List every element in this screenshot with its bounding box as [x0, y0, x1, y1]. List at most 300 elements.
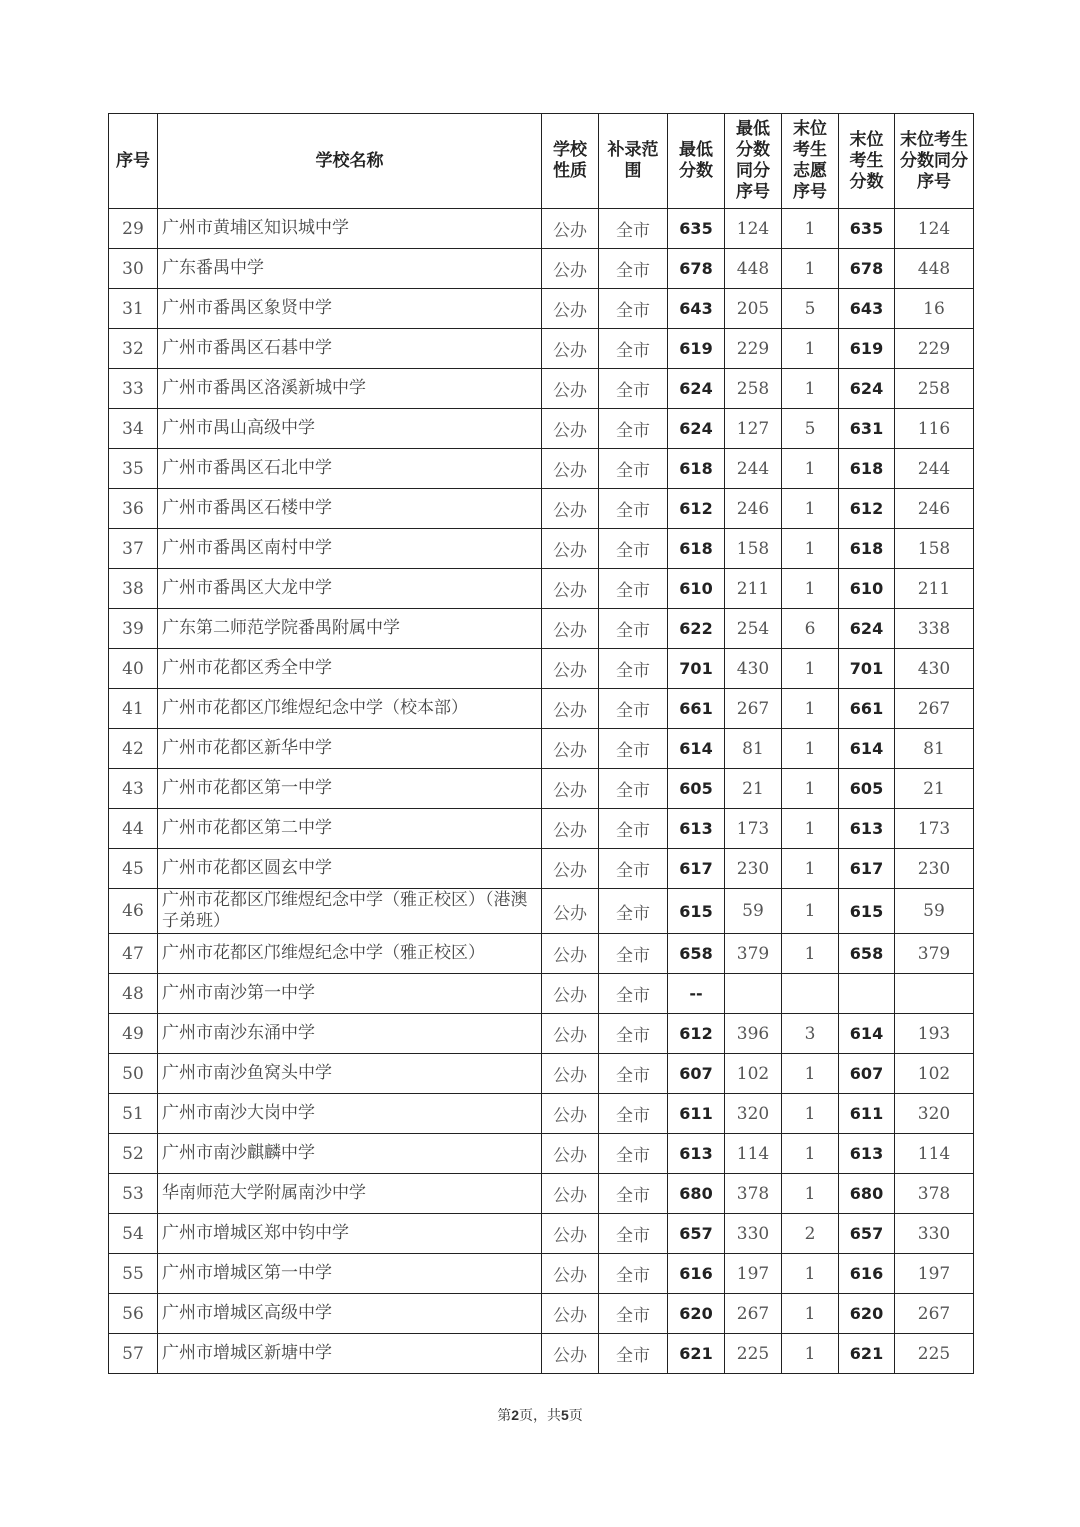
cell-school-name: 广州市南沙大岗中学 — [158, 1094, 542, 1134]
cell-last-score-rank: 379 — [895, 934, 974, 974]
cell-last-choice-no: 1 — [782, 849, 839, 889]
cell-scope: 全市 — [599, 1294, 668, 1334]
cell-school-name: 广州市南沙东涌中学 — [158, 1014, 542, 1054]
cell-last-score: 616 — [839, 1254, 895, 1294]
cell-school-name: 广州市增城区高级中学 — [158, 1294, 542, 1334]
cell-index: 34 — [109, 409, 158, 449]
header-min-score-rank: 最低分数同分序号 — [725, 114, 782, 209]
cell-last-choice-no: 2 — [782, 1214, 839, 1254]
cell-min-score-rank: 230 — [725, 849, 782, 889]
cell-last-score: 619 — [839, 329, 895, 369]
cell-school-name: 广州市增城区郑中钧中学 — [158, 1214, 542, 1254]
cell-school-name: 广州市黄埔区知识城中学 — [158, 209, 542, 249]
cell-school-type: 公办 — [542, 1134, 599, 1174]
cell-school-type: 公办 — [542, 1214, 599, 1254]
header-last-score: 末位考生分数 — [839, 114, 895, 209]
cell-last-choice-no: 1 — [782, 1054, 839, 1094]
table-row — [109, 974, 974, 1014]
cell-last-choice-no: 6 — [782, 609, 839, 649]
cell-scope: 全市 — [599, 329, 668, 369]
cell-min-score: 657 — [668, 1214, 725, 1254]
cell-scope: 全市 — [599, 1134, 668, 1174]
cell-last-score-rank: 320 — [895, 1094, 974, 1134]
cell-school-name: 广州市增城区新塘中学 — [158, 1334, 542, 1374]
cell-scope: 全市 — [599, 1174, 668, 1214]
cell-last-score: 680 — [839, 1174, 895, 1214]
cell-min-score: 611 — [668, 1094, 725, 1134]
cell-scope: 全市 — [599, 609, 668, 649]
cell-index: 43 — [109, 769, 158, 809]
cell-min-score: 617 — [668, 849, 725, 889]
table-row — [109, 409, 974, 449]
cell-min-score: 610 — [668, 569, 725, 609]
cell-school-type: 公办 — [542, 209, 599, 249]
cell-last-choice-no: 1 — [782, 769, 839, 809]
footer-mid: 页，共 — [519, 1408, 561, 1424]
cell-school-type: 公办 — [542, 1094, 599, 1134]
table-row — [109, 249, 974, 289]
cell-min-score-rank: 59 — [725, 889, 782, 934]
cell-last-choice-no: 5 — [782, 289, 839, 329]
cell-index: 37 — [109, 529, 158, 569]
cell-last-choice-no — [782, 974, 839, 1014]
header-last-score-rank: 末位考生分数同分序号 — [895, 114, 974, 209]
header-row — [109, 114, 974, 209]
cell-last-score — [839, 974, 895, 1014]
cell-school-name: 广州市花都区邝维煜纪念中学（雅正校区）（港澳子弟班） — [158, 889, 542, 934]
cell-last-score: 657 — [839, 1214, 895, 1254]
page-number: 2 — [511, 1407, 519, 1423]
table-row — [109, 489, 974, 529]
cell-min-score-rank: 197 — [725, 1254, 782, 1294]
table-row — [109, 1254, 974, 1294]
cell-min-score: -- — [668, 974, 725, 1014]
cell-school-name: 广州市番禺区大龙中学 — [158, 569, 542, 609]
table-row — [109, 1134, 974, 1174]
cell-min-score-rank: 246 — [725, 489, 782, 529]
cell-min-score: 619 — [668, 329, 725, 369]
cell-last-score-rank — [895, 974, 974, 1014]
cell-last-score-rank: 81 — [895, 729, 974, 769]
cell-last-choice-no: 1 — [782, 809, 839, 849]
cell-index: 45 — [109, 849, 158, 889]
cell-scope: 全市 — [599, 449, 668, 489]
cell-school-type: 公办 — [542, 889, 599, 934]
cell-index: 52 — [109, 1134, 158, 1174]
cell-min-score-rank: 258 — [725, 369, 782, 409]
cell-school-name: 广州市南沙麒麟中学 — [158, 1134, 542, 1174]
cell-min-score: 635 — [668, 209, 725, 249]
cell-last-score: 620 — [839, 1294, 895, 1334]
cell-school-type: 公办 — [542, 249, 599, 289]
total-pages: 5 — [561, 1407, 569, 1423]
cell-school-type: 公办 — [542, 529, 599, 569]
table-row — [109, 1094, 974, 1134]
cell-last-score-rank: 16 — [895, 289, 974, 329]
cell-index: 48 — [109, 974, 158, 1014]
cell-school-type: 公办 — [542, 1054, 599, 1094]
cell-school-name: 华南师范大学附属南沙中学 — [158, 1174, 542, 1214]
cell-school-name: 广州市番禺区石北中学 — [158, 449, 542, 489]
cell-last-score: 613 — [839, 1134, 895, 1174]
cell-school-name: 广州市南沙第一中学 — [158, 974, 542, 1014]
cell-min-score-rank: 320 — [725, 1094, 782, 1134]
cell-scope: 全市 — [599, 1214, 668, 1254]
cell-last-score: 635 — [839, 209, 895, 249]
cell-min-score-rank: 229 — [725, 329, 782, 369]
cell-school-type: 公办 — [542, 1294, 599, 1334]
cell-index: 57 — [109, 1334, 158, 1374]
cell-scope: 全市 — [599, 689, 668, 729]
cell-last-choice-no: 1 — [782, 689, 839, 729]
cell-scope: 全市 — [599, 249, 668, 289]
cell-last-score-rank: 267 — [895, 1294, 974, 1334]
cell-last-score: 613 — [839, 809, 895, 849]
cell-min-score: 618 — [668, 529, 725, 569]
cell-scope: 全市 — [599, 369, 668, 409]
cell-school-name: 广州市番禺区洛溪新城中学 — [158, 369, 542, 409]
cell-school-name: 广州市番禺区石碁中学 — [158, 329, 542, 369]
cell-min-score-rank: 267 — [725, 689, 782, 729]
table-row — [109, 649, 974, 689]
cell-school-name: 广州市花都区第二中学 — [158, 809, 542, 849]
cell-school-type: 公办 — [542, 569, 599, 609]
cell-min-score-rank: 225 — [725, 1334, 782, 1374]
cell-min-score: 616 — [668, 1254, 725, 1294]
cell-last-score: 615 — [839, 889, 895, 934]
cell-min-score-rank: 158 — [725, 529, 782, 569]
cell-school-name: 广州市番禺区象贤中学 — [158, 289, 542, 329]
cell-school-type: 公办 — [542, 1254, 599, 1294]
cell-index: 41 — [109, 689, 158, 729]
header-last-choice-no: 末位考生志愿序号 — [782, 114, 839, 209]
cell-last-score: 618 — [839, 449, 895, 489]
cell-school-type: 公办 — [542, 289, 599, 329]
cell-last-score: 678 — [839, 249, 895, 289]
table-row — [109, 689, 974, 729]
footer-prefix: 第 — [497, 1408, 512, 1424]
cell-school-name: 广东番禺中学 — [158, 249, 542, 289]
cell-min-score-rank: 254 — [725, 609, 782, 649]
cell-last-score: 643 — [839, 289, 895, 329]
cell-min-score: 613 — [668, 1134, 725, 1174]
cell-last-score-rank: 246 — [895, 489, 974, 529]
cell-scope: 全市 — [599, 849, 668, 889]
cell-index: 54 — [109, 1214, 158, 1254]
cell-scope: 全市 — [599, 569, 668, 609]
cell-index: 47 — [109, 934, 158, 974]
cell-min-score-rank: 244 — [725, 449, 782, 489]
cell-last-score: 624 — [839, 369, 895, 409]
table-row — [109, 889, 974, 934]
cell-last-score: 610 — [839, 569, 895, 609]
table-body — [109, 209, 974, 1374]
cell-min-score: 615 — [668, 889, 725, 934]
cell-min-score-rank: 124 — [725, 209, 782, 249]
cell-min-score: 624 — [668, 409, 725, 449]
cell-min-score: 622 — [668, 609, 725, 649]
cell-last-score-rank: 116 — [895, 409, 974, 449]
cell-last-choice-no: 1 — [782, 569, 839, 609]
cell-scope: 全市 — [599, 409, 668, 449]
table-row — [109, 529, 974, 569]
cell-index: 29 — [109, 209, 158, 249]
header-school-name: 学校名称 — [158, 114, 542, 209]
cell-last-choice-no: 1 — [782, 1134, 839, 1174]
cell-last-score: 614 — [839, 1014, 895, 1054]
cell-school-type: 公办 — [542, 849, 599, 889]
cell-last-score-rank: 448 — [895, 249, 974, 289]
cell-min-score: 607 — [668, 1054, 725, 1094]
cell-last-score-rank: 211 — [895, 569, 974, 609]
cell-min-score-rank: 173 — [725, 809, 782, 849]
cell-school-name: 广州市花都区第一中学 — [158, 769, 542, 809]
cell-school-type: 公办 — [542, 409, 599, 449]
cell-min-score: 661 — [668, 689, 725, 729]
cell-index: 40 — [109, 649, 158, 689]
cell-index: 50 — [109, 1054, 158, 1094]
cell-index: 51 — [109, 1094, 158, 1134]
cell-last-choice-no: 1 — [782, 369, 839, 409]
table-row — [109, 609, 974, 649]
cell-min-score: 613 — [668, 809, 725, 849]
cell-last-score-rank: 267 — [895, 689, 974, 729]
cell-index: 32 — [109, 329, 158, 369]
cell-index: 56 — [109, 1294, 158, 1334]
cell-scope: 全市 — [599, 1334, 668, 1374]
cell-scope: 全市 — [599, 1014, 668, 1054]
cell-min-score-rank: 81 — [725, 729, 782, 769]
cell-last-score-rank: 124 — [895, 209, 974, 249]
cell-last-choice-no: 1 — [782, 489, 839, 529]
cell-scope: 全市 — [599, 649, 668, 689]
cell-school-type: 公办 — [542, 489, 599, 529]
table-row — [109, 1334, 974, 1374]
cell-school-type: 公办 — [542, 449, 599, 489]
cell-last-choice-no: 1 — [782, 1174, 839, 1214]
cell-last-score: 607 — [839, 1054, 895, 1094]
cell-school-type: 公办 — [542, 649, 599, 689]
cell-school-name: 广州市番禺区南村中学 — [158, 529, 542, 569]
cell-school-name: 广东第二师范学院番禺附属中学 — [158, 609, 542, 649]
cell-school-name: 广州市南沙鱼窝头中学 — [158, 1054, 542, 1094]
cell-scope: 全市 — [599, 1254, 668, 1294]
cell-last-score-rank: 193 — [895, 1014, 974, 1054]
cell-last-score-rank: 21 — [895, 769, 974, 809]
header-min-score: 最低分数 — [668, 114, 725, 209]
cell-last-choice-no: 1 — [782, 1294, 839, 1334]
cell-last-score-rank: 225 — [895, 1334, 974, 1374]
cell-school-type: 公办 — [542, 369, 599, 409]
cell-index: 55 — [109, 1254, 158, 1294]
cell-last-score-rank: 158 — [895, 529, 974, 569]
cell-last-score-rank: 59 — [895, 889, 974, 934]
cell-last-score-rank: 230 — [895, 849, 974, 889]
cell-min-score-rank: 379 — [725, 934, 782, 974]
cell-last-score-rank: 258 — [895, 369, 974, 409]
cell-min-score: 605 — [668, 769, 725, 809]
cell-last-choice-no: 1 — [782, 209, 839, 249]
cell-last-score: 631 — [839, 409, 895, 449]
cell-index: 39 — [109, 609, 158, 649]
cell-last-score: 614 — [839, 729, 895, 769]
cell-last-choice-no: 1 — [782, 1094, 839, 1134]
cell-school-name: 广州市花都区新华中学 — [158, 729, 542, 769]
cell-last-score: 612 — [839, 489, 895, 529]
table-row — [109, 769, 974, 809]
cell-min-score: 612 — [668, 1014, 725, 1054]
cell-last-score: 701 — [839, 649, 895, 689]
cell-last-score: 605 — [839, 769, 895, 809]
cell-scope: 全市 — [599, 489, 668, 529]
cell-scope: 全市 — [599, 974, 668, 1014]
cell-min-score-rank: 211 — [725, 569, 782, 609]
cell-index: 33 — [109, 369, 158, 409]
cell-last-score-rank: 244 — [895, 449, 974, 489]
table-row — [109, 569, 974, 609]
table-row — [109, 209, 974, 249]
cell-min-score-rank: 21 — [725, 769, 782, 809]
table-row — [109, 934, 974, 974]
cell-last-choice-no: 1 — [782, 449, 839, 489]
cell-min-score-rank: 205 — [725, 289, 782, 329]
cell-school-name: 广州市增城区第一中学 — [158, 1254, 542, 1294]
cell-last-choice-no: 5 — [782, 409, 839, 449]
table-row — [109, 1014, 974, 1054]
cell-min-score: 678 — [668, 249, 725, 289]
cell-school-type: 公办 — [542, 729, 599, 769]
cell-scope: 全市 — [599, 889, 668, 934]
admission-table — [108, 113, 974, 1374]
cell-min-score: 612 — [668, 489, 725, 529]
cell-school-type: 公办 — [542, 689, 599, 729]
cell-last-score-rank: 102 — [895, 1054, 974, 1094]
cell-index: 46 — [109, 889, 158, 934]
cell-scope: 全市 — [599, 809, 668, 849]
cell-scope: 全市 — [599, 1054, 668, 1094]
cell-index: 30 — [109, 249, 158, 289]
cell-scope: 全市 — [599, 934, 668, 974]
cell-min-score: 680 — [668, 1174, 725, 1214]
cell-school-name: 广州市花都区邝维煜纪念中学（雅正校区） — [158, 934, 542, 974]
table-row — [109, 849, 974, 889]
cell-min-score: 658 — [668, 934, 725, 974]
cell-min-score-rank — [725, 974, 782, 1014]
cell-min-score-rank: 396 — [725, 1014, 782, 1054]
cell-school-name: 广州市番禺区石楼中学 — [158, 489, 542, 529]
table-row — [109, 449, 974, 489]
cell-last-score-rank: 229 — [895, 329, 974, 369]
cell-school-type: 公办 — [542, 1334, 599, 1374]
cell-last-score: 658 — [839, 934, 895, 974]
table-row — [109, 1174, 974, 1214]
cell-scope: 全市 — [599, 769, 668, 809]
cell-last-score-rank: 197 — [895, 1254, 974, 1294]
cell-min-score: 620 — [668, 1294, 725, 1334]
table-row — [109, 329, 974, 369]
cell-index: 49 — [109, 1014, 158, 1054]
cell-min-score: 618 — [668, 449, 725, 489]
header-scope: 补录范围 — [599, 114, 668, 209]
cell-last-choice-no: 1 — [782, 1254, 839, 1294]
table-row — [109, 1054, 974, 1094]
cell-last-score-rank: 430 — [895, 649, 974, 689]
cell-last-score-rank: 173 — [895, 809, 974, 849]
cell-last-score: 617 — [839, 849, 895, 889]
cell-index: 31 — [109, 289, 158, 329]
cell-last-choice-no: 1 — [782, 529, 839, 569]
cell-last-choice-no: 1 — [782, 329, 839, 369]
cell-last-choice-no: 1 — [782, 249, 839, 289]
cell-school-name: 广州市禺山高级中学 — [158, 409, 542, 449]
cell-index: 36 — [109, 489, 158, 529]
cell-school-name: 广州市花都区圆玄中学 — [158, 849, 542, 889]
page-footer — [0, 1405, 1080, 1425]
cell-school-type: 公办 — [542, 329, 599, 369]
cell-last-score: 621 — [839, 1334, 895, 1374]
cell-index: 44 — [109, 809, 158, 849]
cell-last-score-rank: 114 — [895, 1134, 974, 1174]
cell-min-score-rank: 102 — [725, 1054, 782, 1094]
cell-school-type: 公办 — [542, 1174, 599, 1214]
cell-last-choice-no: 1 — [782, 649, 839, 689]
cell-scope: 全市 — [599, 1094, 668, 1134]
cell-scope: 全市 — [599, 209, 668, 249]
cell-last-score: 661 — [839, 689, 895, 729]
cell-last-choice-no: 1 — [782, 934, 839, 974]
cell-scope: 全市 — [599, 729, 668, 769]
cell-index: 38 — [109, 569, 158, 609]
cell-min-score-rank: 114 — [725, 1134, 782, 1174]
cell-school-type: 公办 — [542, 609, 599, 649]
cell-school-type: 公办 — [542, 809, 599, 849]
cell-last-score-rank: 330 — [895, 1214, 974, 1254]
table-row — [109, 729, 974, 769]
cell-min-score: 621 — [668, 1334, 725, 1374]
cell-last-score-rank: 338 — [895, 609, 974, 649]
header-index: 序号 — [109, 114, 158, 209]
cell-min-score: 624 — [668, 369, 725, 409]
cell-last-choice-no: 1 — [782, 1334, 839, 1374]
cell-last-score-rank: 378 — [895, 1174, 974, 1214]
cell-last-choice-no: 3 — [782, 1014, 839, 1054]
cell-school-type: 公办 — [542, 934, 599, 974]
table-row — [109, 289, 974, 329]
cell-index: 35 — [109, 449, 158, 489]
cell-last-choice-no: 1 — [782, 889, 839, 934]
cell-last-score: 611 — [839, 1094, 895, 1134]
header-school-type: 学校性质 — [542, 114, 599, 209]
cell-min-score-rank: 378 — [725, 1174, 782, 1214]
cell-min-score: 614 — [668, 729, 725, 769]
cell-school-name: 广州市花都区秀全中学 — [158, 649, 542, 689]
cell-min-score: 701 — [668, 649, 725, 689]
cell-last-choice-no: 1 — [782, 729, 839, 769]
cell-school-name: 广州市花都区邝维煜纪念中学（校本部） — [158, 689, 542, 729]
cell-min-score-rank: 448 — [725, 249, 782, 289]
cell-min-score: 643 — [668, 289, 725, 329]
cell-min-score-rank: 330 — [725, 1214, 782, 1254]
table-row — [109, 809, 974, 849]
table-row — [109, 369, 974, 409]
cell-school-type: 公办 — [542, 1014, 599, 1054]
table-row — [109, 1294, 974, 1334]
cell-min-score-rank: 267 — [725, 1294, 782, 1334]
footer-suffix: 页 — [568, 1408, 583, 1424]
table-row — [109, 1214, 974, 1254]
cell-last-score: 618 — [839, 529, 895, 569]
cell-school-type: 公办 — [542, 769, 599, 809]
